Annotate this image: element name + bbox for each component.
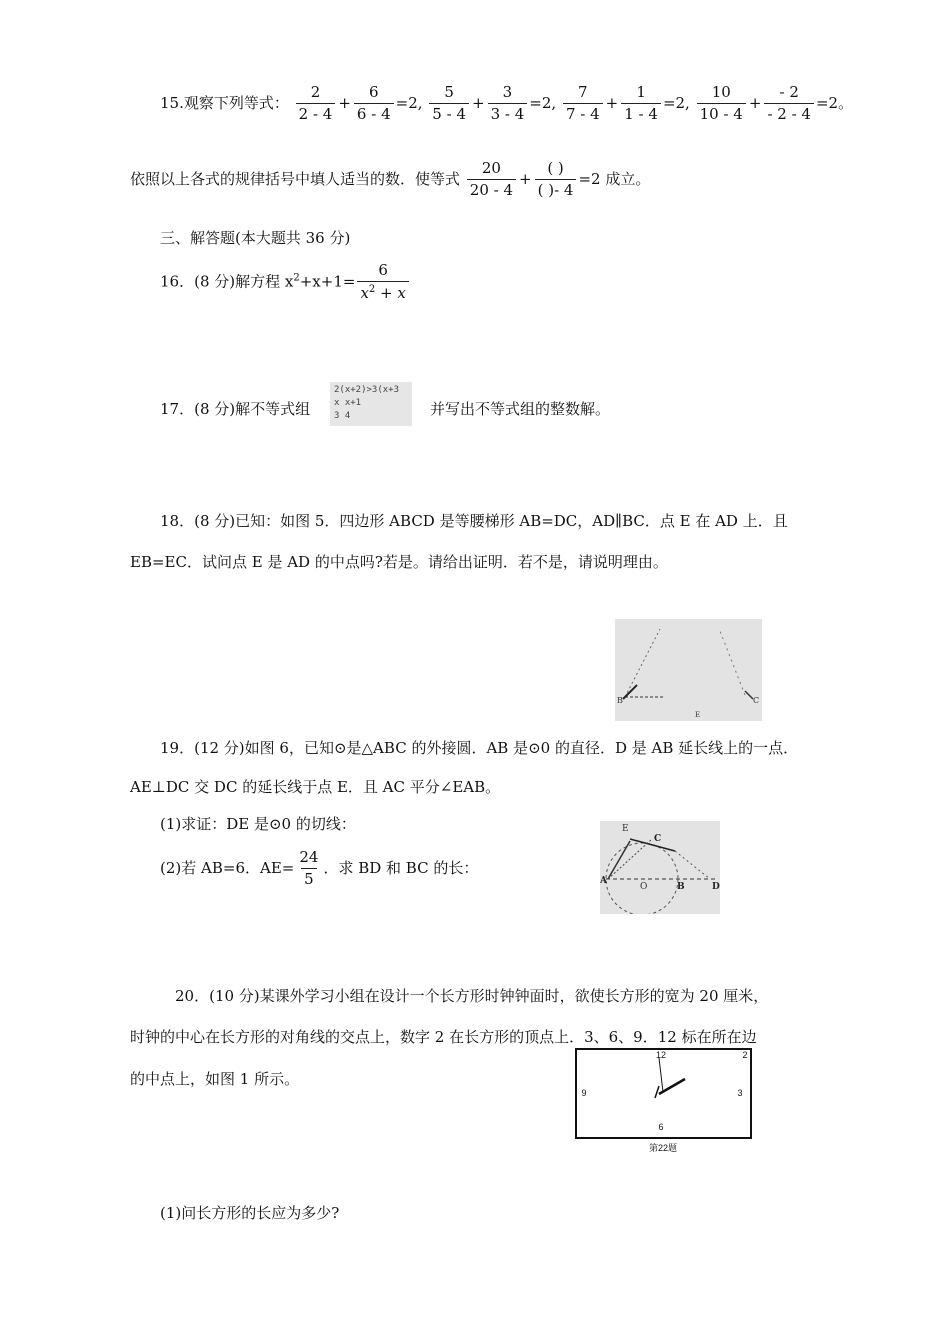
label-c: C: [654, 834, 662, 844]
fraction: $\frac{- 2}{- 2 - 4}$: [764, 84, 814, 124]
q17-suffix: 并写出不等式组的整数解。: [430, 400, 611, 418]
q16-equation: 16．(8 分)解方程 $x^2+x+1=$ $\frac{6}{x^2 + x}$: [160, 262, 411, 303]
fraction: $\frac{24}{5}$: [299, 848, 319, 889]
fraction: $\frac{3}{3 - 4}$: [488, 84, 528, 124]
q19-line1: 19．(12 分)如图 6，已知⊙是△ABC 的外接圆．AB 是⊙0 的直径．D 是 AB 延长线上的一点．: [160, 739, 799, 757]
q19-part1: (1)求证：DE 是⊙0 的切线：: [160, 815, 356, 833]
fraction: $\frac{10}{10 - 4}$: [697, 84, 746, 124]
label-b: B: [617, 696, 623, 705]
label-b: B: [677, 882, 685, 892]
figure-5-trapezoid: [615, 619, 762, 721]
label-e: E: [622, 824, 629, 834]
q18-line2: EB=EC．试问点 E 是 AD 的中点吗?若是。请给出证明．若不是，请说明理由。: [130, 553, 668, 571]
q15-label: 15.观察下列等式：: [160, 93, 289, 112]
fraction: $\frac{6}{x^2 + x}$: [357, 262, 408, 303]
clock-3: 3: [737, 1088, 743, 1098]
q15-line2: 依照以上各式的规律括号中填人适当的数．使等式 $\frac{20}{20 - 4}$ + $\frac{( )}{( )- 4}$ =2 成立。: [130, 159, 651, 200]
fraction: $\frac{1}{1 - 4}$: [621, 84, 661, 124]
q19-line2: AE⊥DC 交 DC 的延长线于点 E．且 AC 平分∠EAB。: [130, 778, 501, 796]
blank-fraction: $\frac{( )}{( )- 4}$: [535, 160, 577, 200]
clock-caption: 第22题: [648, 1143, 678, 1153]
clock-6: 6: [658, 1122, 664, 1132]
clock-figure: [575, 1048, 753, 1156]
q15-line1: 15.观察下列等式： $\frac{2}{2 - 4}$ + $\frac{6}{6 - 4}$ =2, $\frac{5}{5 - 4}$ + $\frac{3}{3 - 4}$ =2, $\frac{7}{7 - 4}$ + $\frac{1}{1 - 4}$ =2, $\frac{10}{10 - 4}$ + $\frac{- 2}{- 2 - 4}$ =2。: [160, 83, 854, 124]
q20-part1: (1)问长方形的长应为多少?: [160, 1204, 340, 1222]
label-a: A: [600, 876, 607, 886]
q20-line2: 时钟的中心在长方形的对角线的交点上，数字 2 在长方形的顶点上．3、6、9．12 标在所在边: [130, 1028, 757, 1046]
label-e: E: [695, 711, 701, 719]
fraction: $\frac{7}{7 - 4}$: [563, 84, 603, 124]
fraction: $\frac{5}{5 - 4}$: [429, 84, 469, 124]
fraction: $\frac{6}{6 - 4}$: [354, 84, 394, 124]
q20-line3: 的中点上，如图 1 所示。: [130, 1070, 300, 1088]
label-d: D: [712, 882, 720, 892]
clock-9: 9: [581, 1088, 587, 1098]
section-title: 三、解答题(本大题共 36 分): [160, 229, 351, 247]
q18-line1: 18．(8 分)已知：如图 5．四边形 ABCD 是等腰梯形 AB=DC，AD∥BC．点 E 在 AD 上．且: [160, 512, 788, 530]
clock-12: 12: [655, 1050, 667, 1060]
inequality-system-image: 2(x+2)>3(x+3 x x+1 3 4: [330, 382, 412, 426]
label-c: C: [753, 696, 760, 705]
q17-prefix: 17．(8 分)解不等式组: [160, 400, 311, 418]
figure-6-circle: [600, 821, 720, 914]
q15-rule-text: 依照以上各式的规律括号中填人适当的数．使等式: [130, 169, 461, 188]
fraction: $\frac{20}{20 - 4}$: [467, 160, 516, 200]
clock-2: 2: [742, 1050, 748, 1060]
q19-part2: (2)若 AB=6．AE= $\frac{24}{5}$ ．求 BD 和 BC 的长：: [160, 848, 479, 889]
fraction: $\frac{2}{2 - 4}$: [296, 84, 336, 124]
q20-line1: 20．(10 分)某课外学习小组在设计一个长方形时钟钟面时，欲使长方形的宽为 20 厘米，: [175, 987, 769, 1005]
label-o: O: [640, 882, 648, 892]
